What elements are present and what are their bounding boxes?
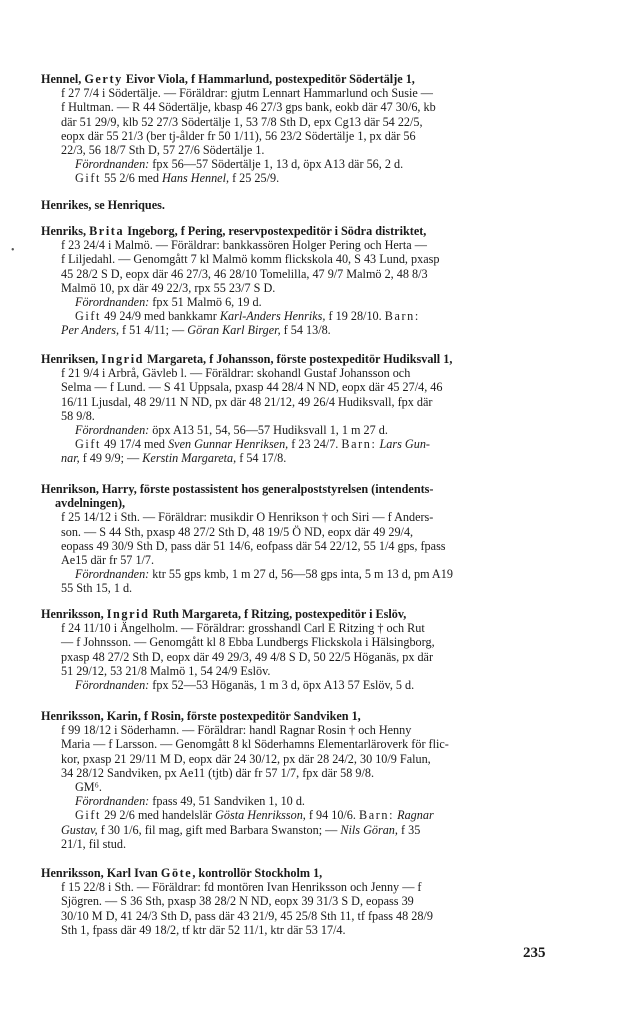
entry-heading: Henriksson, Karl Ivan Göte, kontrollör Stockholm 1,: [41, 866, 323, 880]
entry-body: f 99 18/12 i Söderhamn. — Föräldrar: handl Ragnar Rosin † och Henny Maria — f Larsson. — Genomgått 8 kl Söderhamns Elementarläroverk för flic- kor, pxasp 21 29/11 M D, eopx där 24 30/12, px där 28 24/2, 30 10/9 Falun, 34 28/12 Sandviken, px Ae11 (tjtb) där fr 57 1/7, fpx där 58 9/8. GM⁶. Förordnanden: fpass 49, 51 Sandviken 1, 10 d. Gift 29 2/6 med handelslär Gösta Henriksson, f 94 10/6. Barn: Ragnar Gustav, f 30 1/6, fil mag, gift med Barbara Swanston; — Nils Göran, f 35 21/1, fil stud.: [41, 723, 559, 851]
entry-henriksen: [41, 352, 559, 466]
forordnanden: Förordnanden: fpx 56—57 Södertälje 1, 13 d, öpx A13 där 56, 2 d.: [75, 157, 404, 172]
entry-heading: Henriksson, Karin, f Rosin, förste postexpeditör Sandviken 1,: [41, 709, 361, 723]
gift: Gift 55 2/6 med Hans Hennel, f 25 25/9.: [75, 171, 280, 186]
forordnanden: Förordnanden: ktr 55 gps kmb, 1 m 27 d, 56—58 gps inta, 5 m 13 d, pm A19: [75, 567, 453, 582]
entry-henriksson-gote: [41, 866, 559, 937]
entry-body: f 25 14/12 i Sth. — Föräldrar: musikdir O Henrikson † och Siri — f Anders- son. — S 44 Sth, pxasp 48 27/2 Sth D, 48 19/5 Ö ND, eopx där 49 29/4, eopass 49 30/9 Sth D, pass där 51 14/6, eofpass där 54 22/12, 55 1/4 gps, fpass Ae15 där fr 57 1/7. Förordnanden: ktr 55 gps kmb, 1 m 27 d, 56—58 gps inta, 5 m 13 d, pm A19 55 Sth 15, 1 d.: [41, 510, 559, 595]
entry-body: f 27 7/4 i Södertälje. — Föräldrar: gjutm Lennart Hammarlund och Susie — f Hultman. — R 44 Södertälje, kbasp 46 27/3 gps bank, eokb där 47 30/6, kb där 51 29/9, klb 52 27/3 Södertälje 1, 53 7/8 Sth D, epx Cg13 där 54 22/5, eopx där 55 21/3 (ber tj-ålder fr 50 1/11), 56 23/2 Södertälje 1, px där 56 22/3, 56 18/7 Sth D, 57 27/6 Södertälje 1. Förordnanden: fpx 56—57 Södertälje 1, 13 d, öpx A13 där 56, 2 d. Gift 55 2/6 med Hans Hennel, f 25 25/9.: [41, 86, 559, 185]
entry-henriksson-karin: [41, 709, 559, 851]
entry-henriksson-ingrid: [41, 607, 559, 692]
entry-body: f 15 22/8 i Sth. — Föräldrar: fd montören Ivan Henriksson och Jenny — f Sjögren. — S 36 Sth, pxasp 38 28/2 N ND, eopx 39 31/3 S D, eopass 39 30/10 M D, 41 24/3 Sth D, pass där 43 21/9, 45 25/8 Sth 11, tf fpass 48 28/9 Sth 1, fpass där 49 18/2, tf ktr där 52 11/1, ktr där 53 17/4.: [61, 880, 433, 937]
entry-heading: Henriks, Brita Ingeborg, f Pering, reservpostexpeditör i Södra distriktet,: [41, 224, 427, 238]
entry-body: f 24 11/10 i Ängelholm. — Föräldrar: grosshandl Carl E Ritzing † och Rut — f Johnsson. — Genomgått kl 8 Ebba Lundbergs Flickskola i Hälsingborg, pxasp 48 27/2 Sth D, eopx där 49 29/3, 49 4/8 S D, 50 22/5 Höganäs, px där 51 29/12, 53 21/8 Malmö 1, 54 24/9 Eslöv. Förordnanden: fpx 52—53 Höganäs, 1 m 3 d, öpx A13 57 Eslöv, 5 d.: [41, 621, 559, 692]
forordnanden: Förordnanden: fpx 51 Malmö 6, 19 d.: [75, 295, 262, 310]
margin-mark: •: [11, 245, 15, 256]
entry-heading: Henriksson, Ingrid Ruth Margareta, f Ritzing, postexpeditör i Eslöv,: [41, 607, 407, 621]
entry-heading: Henrikes, se Henriques.: [41, 198, 165, 212]
entry-body: f 21 9/4 i Arbrå, Gävleb l. — Föräldrar: skohandl Gustaf Johansson och Selma — f Lund. — S 41 Uppsala, pxasp 44 28/4 N ND, eopx där 45 27/4, 46 16/11 Ljusdal, 48 29/11 N ND, px där 48 21/12, 49 26/4 Hudiksvall, fpx där 58 9/8. Förordnanden: öpx A13 51, 54, 56—57 Hudiksvall 1, 1 m 27 d. Gift 49 17/4 med Sven Gunnar Henriksen, f 23 24/7. Barn: Lars Gun- nar, f 49 9/9; — Kerstin Margareta, f 54 17/8.: [41, 366, 559, 465]
entry-hennel: [41, 72, 559, 186]
entry-henrikes: [41, 198, 559, 212]
entry-heading: Hennel, Gerty Eivor Viola, f Hammarlund, postexpeditör Södertälje 1,: [41, 72, 415, 86]
gift: Gift 49 24/9 med bankkamr Karl-Anders Henriks, f 19 28/10. Barn:: [75, 309, 420, 324]
entry-heading: Henriksen, Ingrid Margareta, f Johansson, förste postexpeditör Hudiksvall 1,: [41, 352, 453, 366]
gift: Gift 49 17/4 med Sven Gunnar Henriksen, f 23 24/7. Barn: Lars Gun-: [75, 437, 430, 452]
gift: Gift 29 2/6 med handelslär Gösta Henriksson, f 94 10/6. Barn: Ragnar: [75, 808, 434, 823]
entry-henriks: [41, 224, 559, 338]
forordnanden: Förordnanden: fpx 52—53 Höganäs, 1 m 3 d, öpx A13 57 Eslöv, 5 d.: [75, 678, 415, 693]
page-number: 235: [523, 945, 546, 961]
entry-heading: Henrikson, Harry, förste postassistent hos generalpoststyrelsen (intendents- avdelningen),: [41, 482, 434, 511]
forordnanden: Förordnanden: fpass 49, 51 Sandviken 1, 10 d.: [75, 794, 305, 809]
entry-body: f 23 24/4 i Malmö. — Föräldrar: bankkassören Holger Pering och Herta — f Liljedahl. — Genomgått 7 kl Malmö komm flickskola 40, S 43 Lund, pxasp 45 28/2 S D, eopx där 46 27/3, 46 28/10 Tomelilla, 47 9/7 Malmö 2, 48 8/3 Malmö 10, px där 49 22/3, rpx 55 23/7 S D. Förordnanden: fpx 51 Malmö 6, 19 d. Gift 49 24/9 med bankkamr Karl-Anders Henriks, f 19 28/10. Barn: Per Anders, f 51 4/11; — Göran Karl Birger, f 54 13/8.: [41, 238, 559, 337]
entry-henrikson-harry: [41, 482, 559, 596]
forordnanden: Förordnanden: öpx A13 51, 54, 56—57 Hudiksvall 1, 1 m 27 d.: [75, 423, 388, 438]
